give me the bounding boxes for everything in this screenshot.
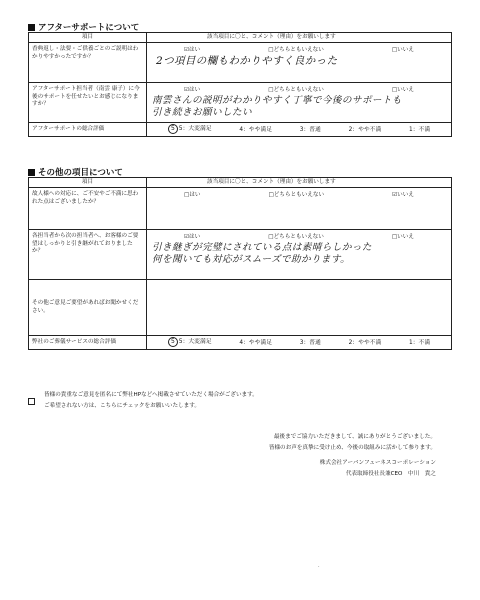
answer-cell: [147, 43, 452, 83]
closing-message: 最後までご協力いただきまして、誠にありがとうございました。 皆様のお声を真摯に受け止め、今後の取組みに活かして参ります。: [268, 434, 436, 451]
rating-scale: [150, 336, 448, 347]
circled-mark-icon: 5: [168, 124, 178, 134]
overall-label: アフターサポートの総合評価: [29, 123, 147, 137]
square-bullet-icon: [28, 24, 35, 31]
other-items-table: [28, 177, 452, 350]
handwritten-comment: 2つ項目の欄もわかりやすく良かった: [156, 55, 338, 67]
company-name: 株式会社アーバンフューネスコーポレーション: [319, 460, 436, 466]
rating-2[interactable]: 2：やや不満: [348, 340, 382, 346]
handwritten-comment-line: 引き続きお願いしたい: [152, 107, 252, 118]
question-text: 各担当者から次の担当者へ、お客様のご要望はしっかりと引き継がれておりましたか？: [29, 230, 147, 280]
handwritten-comment-line: 南雲さんの説明がわかりやすく丁寧で今後のサポートも: [152, 95, 402, 106]
answer-cell: [147, 83, 452, 123]
rating-1[interactable]: 1：不満: [409, 340, 431, 346]
representative-name: 代表取締役社長兼CEO 中川 貴之: [345, 471, 436, 477]
handwritten-comment-line: 何を聞いても対応がスムーズで助かります。: [152, 254, 351, 265]
option-neutral[interactable]: □どちらともいえない: [268, 87, 324, 93]
option-yes[interactable]: □はい: [184, 192, 201, 198]
question-text: アフターサポート担当者（南雲 康子）に今後のサポートを任せたいとお感じになりますか？: [29, 83, 147, 123]
rating-4[interactable]: 4：やや満足: [239, 340, 272, 346]
header-instruction: 該当項目に〇と、コメント（理由）をお願いします: [147, 178, 452, 188]
scan-speck-icon: ·: [318, 564, 320, 570]
rating-3[interactable]: 3：普通: [299, 127, 321, 133]
table-row: [29, 188, 452, 230]
option-no[interactable]: □いいえ: [391, 87, 414, 93]
rating-scale: [150, 123, 448, 134]
option-yes[interactable]: ☑はい: [184, 234, 201, 240]
option-row: [150, 190, 448, 198]
company-signature: [320, 458, 436, 480]
consent-checkbox[interactable]: [28, 398, 35, 405]
rating-1[interactable]: 1：不満: [409, 127, 431, 133]
option-no[interactable]: □いいえ: [391, 234, 414, 240]
header-instruction: 該当項目に〇と、コメント（理由）をお願いします: [147, 33, 452, 43]
answer-cell-empty[interactable]: [147, 280, 452, 336]
option-neutral[interactable]: □どちらともいえない: [268, 192, 325, 198]
overall-rating-row: [29, 123, 452, 137]
option-no[interactable]: ☑いいえ: [392, 192, 414, 198]
question-text: 香典返し・法要・ご供養ごとのご説明はわかりやすかったですか？: [29, 43, 147, 83]
option-row: [150, 45, 448, 53]
header-item: 項目: [29, 33, 147, 43]
question-text: 故人様への対応に、ご不安やご不満に思われた点はございましたか？: [29, 188, 147, 230]
option-row: [150, 232, 448, 240]
table-row: [29, 230, 452, 280]
option-neutral[interactable]: □どちらともいえない: [268, 47, 324, 53]
handwritten-comment-line: 引き継ぎが完璧にされている点は素晴らしかった: [152, 242, 372, 253]
option-neutral[interactable]: □どちらともいえない: [268, 234, 324, 240]
option-no[interactable]: □いいえ: [391, 47, 414, 53]
circled-mark-icon: 5: [168, 337, 178, 347]
option-row: [150, 85, 448, 93]
header-item: 項目: [29, 178, 147, 188]
overall-label: 弊社のご葬儀サービスの総合評価: [29, 336, 147, 350]
square-bullet-icon: [28, 169, 35, 176]
rating-cell: [147, 123, 452, 137]
option-yes[interactable]: ☑はい: [184, 87, 201, 93]
section2-title: その他の項目について: [28, 166, 123, 178]
consent-text: 皆様の貴重なご意見を匿名にて弊社HPなどへ掲載させていただく場合がございます。 ご希望されない方は、こちらにチェックをお願いいたします。: [44, 392, 258, 409]
answer-cell: [147, 188, 452, 230]
table-row: [29, 280, 452, 336]
rating-5[interactable]: 5 5：大変満足: [168, 336, 212, 347]
aftersupport-table: [28, 32, 452, 137]
section1-title: アフターサポートについて: [28, 21, 139, 33]
table-row: [29, 43, 452, 83]
option-yes[interactable]: ☑はい: [184, 47, 201, 53]
overall-rating-row: [29, 336, 452, 350]
rating-2[interactable]: 2：やや不満: [348, 127, 382, 133]
rating-3[interactable]: 3：普通: [299, 340, 321, 346]
rating-cell: [147, 336, 452, 350]
answer-cell: [147, 230, 452, 280]
rating-5[interactable]: 5 5：大変満足: [168, 123, 212, 134]
rating-4[interactable]: 4：やや満足: [239, 127, 272, 133]
table-row: [29, 83, 452, 123]
question-text: その他ご意見ご要望があればお聞かせください。: [29, 280, 147, 336]
